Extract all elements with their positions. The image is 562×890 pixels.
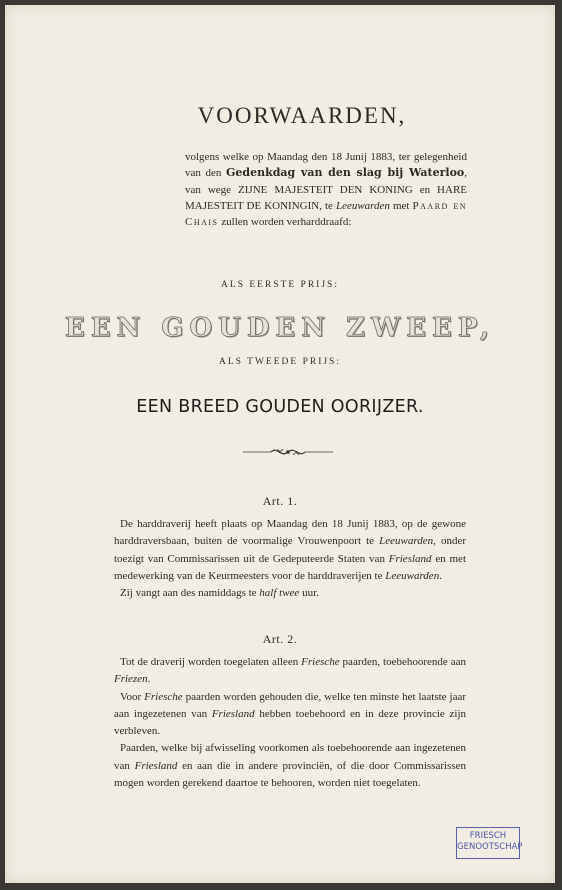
article-2-text: hebben toebehoord en in deze provincie zijn verbleven. — [114, 707, 466, 738]
intro-event: Gedenkdag van den slag bij Waterloo — [226, 166, 465, 180]
article-2-body — [114, 654, 466, 792]
article-2-term: Friesche — [301, 656, 340, 668]
stamp-line-2: GENOOTSCHAP — [457, 842, 523, 852]
article-1-heading: Art. 1. — [262, 494, 298, 508]
archive-stamp — [456, 827, 523, 859]
intro-text: , van wege ZIJNE MAJESTEIT DEN KONING en HARE MAJESTEIT DE KONINGIN, te — [185, 167, 467, 212]
second-prize: EEN BREED GOUDEN OORIJZER. — [136, 397, 424, 417]
document-title: VOORWAARDEN, — [197, 103, 407, 128]
article-2-place: Friesland — [134, 759, 178, 772]
article-2-text: . — [147, 673, 151, 686]
article-2-text: paarden worden gehouden die, welke ten minste het laatste jaar aan ingezetenen van — [114, 690, 466, 720]
article-2-term: Friezen — [114, 673, 148, 686]
article-1-text: De harddraverij heeft plaats op Maandag den 18 Junij 1883, op de gewone harddraversbaan, buiten de voormalige Vrouwenpoort te — [114, 518, 466, 548]
article-1-place: Friesland — [388, 552, 432, 565]
stamp-line-1: FRIESCH — [469, 831, 507, 841]
article-1-text: Zij vangt aan des namiddags te — [120, 587, 260, 600]
article-2-text: Paarden, welke bij afwisseling voorkomen als toebehoorende aan ingezetenen van — [114, 742, 466, 772]
intro-text: met — [389, 199, 413, 212]
first-prize: EEN GOUDEN ZWEEP, — [64, 313, 496, 343]
article-1-text: en met medewerking van de Keurmeesters voor de harddraverijen te — [114, 552, 466, 582]
first-prize-label: ALS EERSTE PRIJS: — [221, 280, 339, 290]
article-1-place: Leeuwarden — [385, 569, 440, 582]
intro-category: Paard en Chais — [185, 199, 468, 229]
article-2-text: en aan die in andere provinciën, of die door Commissarissen mogen worden gerekend daartoe te behooren, worden niet toegelaten. — [114, 759, 466, 790]
intro-text: zullen worden verharddraafd: — [218, 216, 352, 229]
article-1-body — [114, 516, 466, 602]
intro-paragraph — [185, 149, 467, 230]
article-2-text: Voor — [120, 690, 145, 703]
article-2-text: paarden, toebehoorende aan — [339, 656, 466, 668]
article-2-term: Friesche — [144, 690, 183, 703]
ornament-divider-icon — [241, 445, 335, 459]
intro-city: Leeuwarden — [335, 199, 390, 212]
article-1-text: . — [439, 569, 442, 582]
article-2-place: Friesland — [211, 707, 255, 720]
article-2-heading: Art. 2. — [262, 632, 298, 646]
article-2-text: Tot de draverij worden toegelaten alleen — [120, 656, 302, 668]
article-1-place: Leeuwarden — [379, 535, 434, 548]
document-page — [5, 5, 555, 883]
article-1-text: uur. — [299, 587, 319, 600]
second-prize-label: ALS TWEEDE PRIJS: — [219, 357, 341, 367]
article-1-time: half twee — [259, 587, 300, 600]
article-1-text: , onder toezigt van Commissarissen uit de Gedeputeerde Staten van — [114, 535, 467, 565]
intro-text: volgens welke op Maandag den 18 Junij 1883, ter gelegenheid van den — [185, 151, 467, 180]
